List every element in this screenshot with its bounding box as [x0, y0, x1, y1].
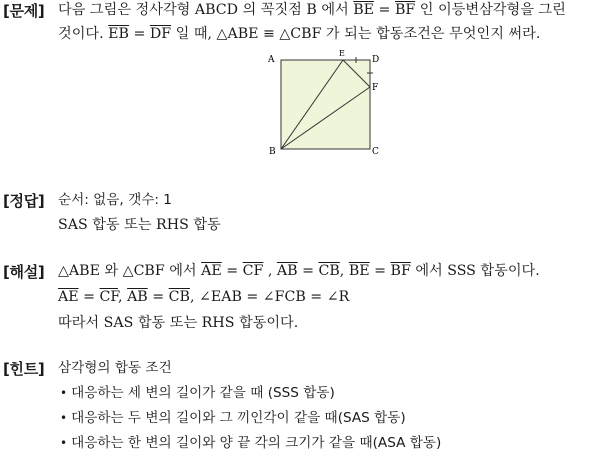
hint-tag: [힌트] [3, 360, 45, 378]
comma: , [339, 263, 349, 279]
segment-cf: $\overline{CF}$ [242, 263, 264, 279]
segment-ae: $\overline{AE}$ [58, 289, 79, 305]
answer-tag: [정답] [3, 192, 45, 210]
hint-item-text: 대응하는 두 변의 길이와 그 끼인각이 같을 때(SAS 합동) [71, 410, 406, 426]
bullet-icon: • [60, 436, 68, 450]
equals-sign: = [374, 2, 395, 18]
equals-sign: = [221, 263, 243, 279]
problem-text: 것이다. [58, 26, 109, 42]
segment-df: $\overline{DF}$ [149, 26, 172, 42]
segment-ae: $\overline{AE}$ [201, 263, 222, 279]
explanation-text: 에서 SSS 합동이다. [410, 263, 540, 279]
label-b: B [269, 147, 276, 157]
segment-cf: $\overline{CF}$ [99, 289, 119, 305]
answer-line-1: 순서: 없음, 갯수: 1 [58, 192, 172, 208]
problem-line-1 [58, 1, 566, 19]
explanation-text: , ∠EAB = ∠FCB = ∠R [189, 289, 350, 305]
hint-item [60, 434, 441, 452]
comma: , [118, 289, 128, 305]
explanation-tag: [해설] [3, 263, 45, 281]
explanation-line-2 [58, 288, 349, 306]
label-c: C [372, 147, 379, 157]
problem-line-2 [58, 25, 540, 43]
segment-cb: $\overline{CB}$ [168, 289, 190, 305]
problem-tag: [문제] [3, 2, 45, 20]
segment-cb: $\overline{CB}$ [318, 263, 340, 279]
explanation-text: △ABE 와 △CBF 에서 [58, 263, 202, 279]
segment-ab: $\overline{AB}$ [127, 289, 148, 305]
hint-item [60, 409, 406, 427]
equals-sign: = [128, 26, 150, 42]
hint-item [60, 384, 335, 402]
segment-eb: $\overline{EB}$ [108, 26, 129, 42]
label-e: E [339, 50, 345, 58]
square-figure [262, 50, 392, 160]
segment-be: $\overline{BE}$ [348, 263, 370, 279]
comma: , [263, 263, 277, 279]
explanation-line-1 [58, 262, 540, 280]
segment-bf: $\overline{BF}$ [390, 263, 411, 279]
segment-be: $\overline{BE}$ [353, 2, 375, 18]
equals-sign: = [297, 263, 319, 279]
label-a: A [268, 55, 275, 65]
hint-item-text: 대응하는 한 변의 길이와 양 끝 각의 크기가 같을 때(ASA 합동) [71, 435, 442, 451]
equals-sign: = [78, 289, 100, 305]
segment-ab: $\overline{AB}$ [276, 263, 298, 279]
hint-title: 삼각형의 합동 조건 [58, 360, 172, 376]
answer-line-2: SAS 합동 또는 RHS 합동 [58, 217, 221, 233]
segment-bf: $\overline{BF}$ [394, 2, 416, 18]
bullet-icon: • [60, 386, 68, 400]
label-d: D [372, 55, 380, 65]
bullet-icon: • [60, 411, 68, 425]
hint-item-text: 대응하는 세 변의 길이가 같을 때 (SSS 합동) [71, 385, 335, 401]
equals-sign: = [147, 289, 169, 305]
problem-text: 인 이등변삼각형을 그린 [415, 2, 566, 18]
explanation-line-3: 따라서 SAS 합동 또는 RHS 합동이다. [58, 315, 299, 331]
label-f: F [372, 83, 379, 93]
problem-text: 일 때, △ABE ≡ △CBF 가 되는 합동조건은 무엇인지 써라. [171, 26, 541, 42]
equals-sign: = [369, 263, 391, 279]
problem-text: 다음 그림은 정사각형 ABCD 의 꼭짓점 B 에서 [58, 2, 354, 18]
